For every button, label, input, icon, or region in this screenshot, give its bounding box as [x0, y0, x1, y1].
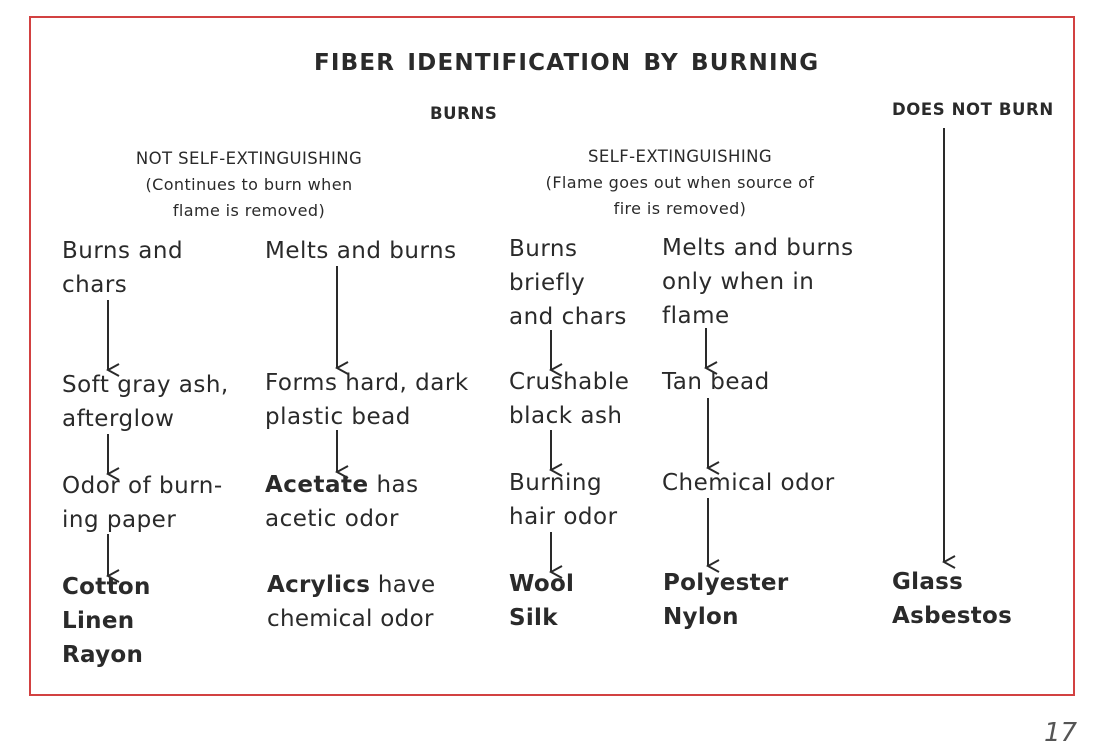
text-line: chars [62, 272, 128, 298]
page-number: 17 [1044, 718, 1078, 748]
text-line: black ash [509, 403, 623, 429]
fiber-name: Silk [509, 605, 558, 631]
category-self-extinguishing: SELF-EXTINGUISHING [587, 147, 773, 166]
text-line: Odor of burn- [62, 473, 223, 499]
text-line: afterglow [62, 406, 175, 432]
category-note-line: (Continues to burn when [145, 175, 353, 194]
text-line: Tan bead [662, 369, 770, 395]
header-does-not-burn: DOES NOT BURN [892, 100, 1054, 119]
fiber-name: Glass [892, 569, 964, 595]
category-note-line: fire is removed) [613, 199, 747, 218]
text-line: chemical odor [267, 606, 434, 632]
text-line: Melts and burns [265, 238, 457, 264]
header-burns: BURNS [430, 104, 498, 123]
text-fragment: have [370, 572, 436, 598]
fiber-name: Wool [509, 571, 575, 597]
text-line: Burning [509, 470, 603, 496]
fiber-name-acetate: Acetate [265, 472, 369, 498]
text-fragment: has [368, 472, 419, 498]
text-line: Crushable [509, 369, 630, 395]
category-note-line: flame is removed) [172, 201, 326, 220]
text-line: Forms hard, dark [265, 370, 469, 396]
fiber-name: Nylon [663, 604, 739, 630]
text-line: Burns [509, 236, 578, 262]
text-line: only when in [662, 269, 815, 295]
text-line: plastic bead [265, 404, 411, 430]
text-line: Melts and burns [662, 235, 854, 261]
text-line: acetic odor [265, 506, 399, 532]
text-line: and chars [509, 304, 627, 330]
fiber-name: Asbestos [892, 603, 1013, 629]
fiber-name: Linen [62, 608, 135, 634]
text-line: Soft gray ash, [62, 372, 229, 398]
text-line: Burns and [62, 238, 184, 264]
text-line: Chemical odor [662, 470, 835, 496]
fiber-name: Rayon [62, 642, 144, 668]
category-not-self-extinguishing: NOT SELF-EXTINGUISHING [135, 149, 363, 168]
text-line: ing paper [62, 507, 177, 533]
text-line: flame [662, 303, 730, 329]
text-line: briefly [509, 270, 586, 296]
fiber-name-acrylics: Acrylics [267, 572, 371, 598]
diagram-title: FIBER IDENTIFICATION BY BURNING [314, 50, 820, 76]
fiber-name: Polyester [663, 570, 789, 596]
fiber-name: Cotton [62, 574, 151, 600]
category-note-line: (Flame goes out when source of [545, 173, 815, 192]
text-line: hair odor [509, 504, 618, 530]
